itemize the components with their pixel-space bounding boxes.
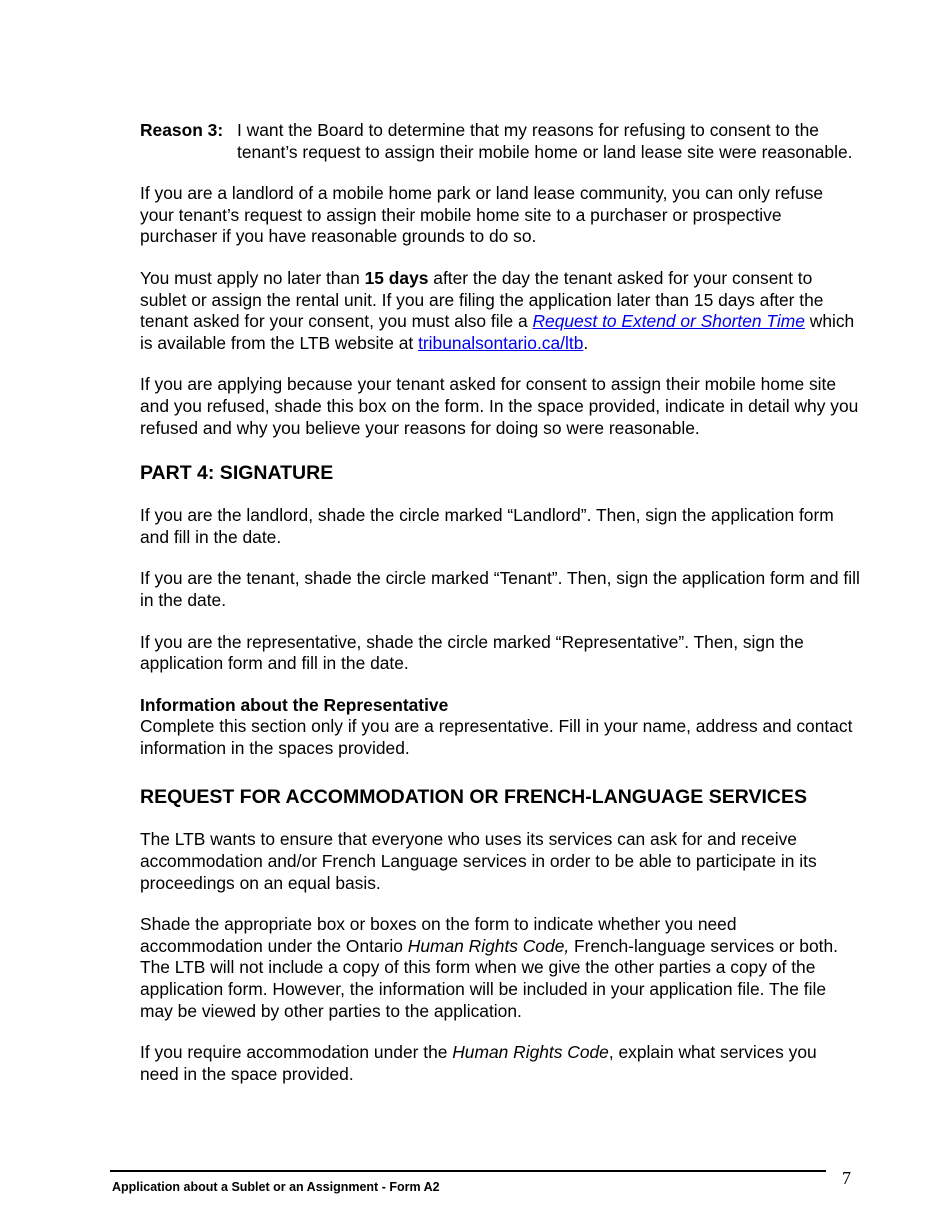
deadline-text-1: You must apply no later than	[140, 267, 365, 288]
paragraph-shade-box: If you are applying because your tenant asked for consent to assign their mobile home site and you refused, shade this box on the form. In the space provided, indicate in detail why you refused and why you believe your reasons for doing so were reasonable.	[140, 374, 859, 438]
rep-info-text: Complete this section only if you are a representative. Fill in your name, address and contact information in the spaces provided.	[140, 716, 853, 758]
footer-rule	[110, 1170, 826, 1172]
paragraph-representative: If you are the representative, shade the circle marked “Representative”. Then, sign the application form and fill in the date.	[140, 631, 804, 674]
deadline-text-2: after the day the tenant asked for your consent to sublet or assign the rental unit. If you are filing the application later than 15 days after the tenant asked for your consent, you must also file a	[140, 267, 824, 332]
acc-p2-text-b: French-language services or both. The LTB will not include a copy of this form when we give the other parties a copy of the application form. However, the information will be included in your application file. The file may be viewed by other parties to the application.	[140, 935, 838, 1021]
acc-p3-text-a: If you require accommodation under the	[140, 1042, 453, 1063]
request-extend-link[interactable]	[532, 311, 804, 331]
acc-p2-italic: Human Rights Code,	[407, 935, 570, 956]
accommodation-heading: REQUEST FOR ACCOMMODATION OR FRENCH-LANGUAGE SERVICES	[140, 786, 807, 809]
deadline-text-3: which is available from the LTB website at	[140, 311, 855, 353]
paragraph-deadline	[140, 268, 860, 354]
acc-p3-text-b: , explain what services you need in the space provided.	[140, 1042, 817, 1084]
reason-3	[140, 120, 860, 163]
rep-info-heading: Information about the Representative	[140, 694, 449, 715]
accommodation-paragraph-3	[140, 1042, 860, 1085]
page-number: 7	[842, 1168, 851, 1188]
accommodation-paragraph-1: The LTB wants to ensure that everyone who uses its services can ask for and receive accommodation and/or French Language services in order to be able to participate in its proceedings on an equal basis.	[140, 829, 817, 893]
ltb-website-link[interactable]: tribunalsontario.ca/ltb	[418, 332, 584, 353]
accommodation-paragraph-2	[140, 914, 860, 1022]
deadline-text-4: .	[583, 332, 589, 353]
deadline-bold: 15 days	[364, 267, 429, 288]
reason-3-text: I want the Board to determine that my reasons for refusing to consent to the tenant’s request to assign their mobile home or land lease site were reasonable.	[237, 120, 853, 162]
document-body	[140, 120, 860, 1085]
acc-p3-italic: Human Rights Code	[452, 1042, 609, 1063]
paragraph-tenant: If you are the tenant, shade the circle marked “Tenant”. Then, sign the application form and fill in the date.	[140, 568, 860, 610]
footer-title: Application about a Sublet or an Assignment - Form A2	[112, 1180, 440, 1194]
request-extend-link-text: Request to Extend or Shorten Time	[532, 311, 805, 332]
part4-heading: PART 4: SIGNATURE	[140, 462, 334, 485]
reason-3-label: Reason 3:	[140, 120, 224, 140]
paragraph-landlord: If you are the landlord, shade the circle marked “Landlord”. Then, sign the application form and fill in the date.	[140, 505, 834, 547]
acc-p2-text-a: Shade the appropriate box or boxes on the form to indicate whether you need accommodation under the Ontario	[140, 914, 737, 956]
paragraph-mobile-home: If you are a landlord of a mobile home park or land lease community, you can only refuse your tenant’s request to assign their mobile home site to a purchaser or prospective purchaser if you have reasonable grounds to do so.	[140, 183, 824, 247]
